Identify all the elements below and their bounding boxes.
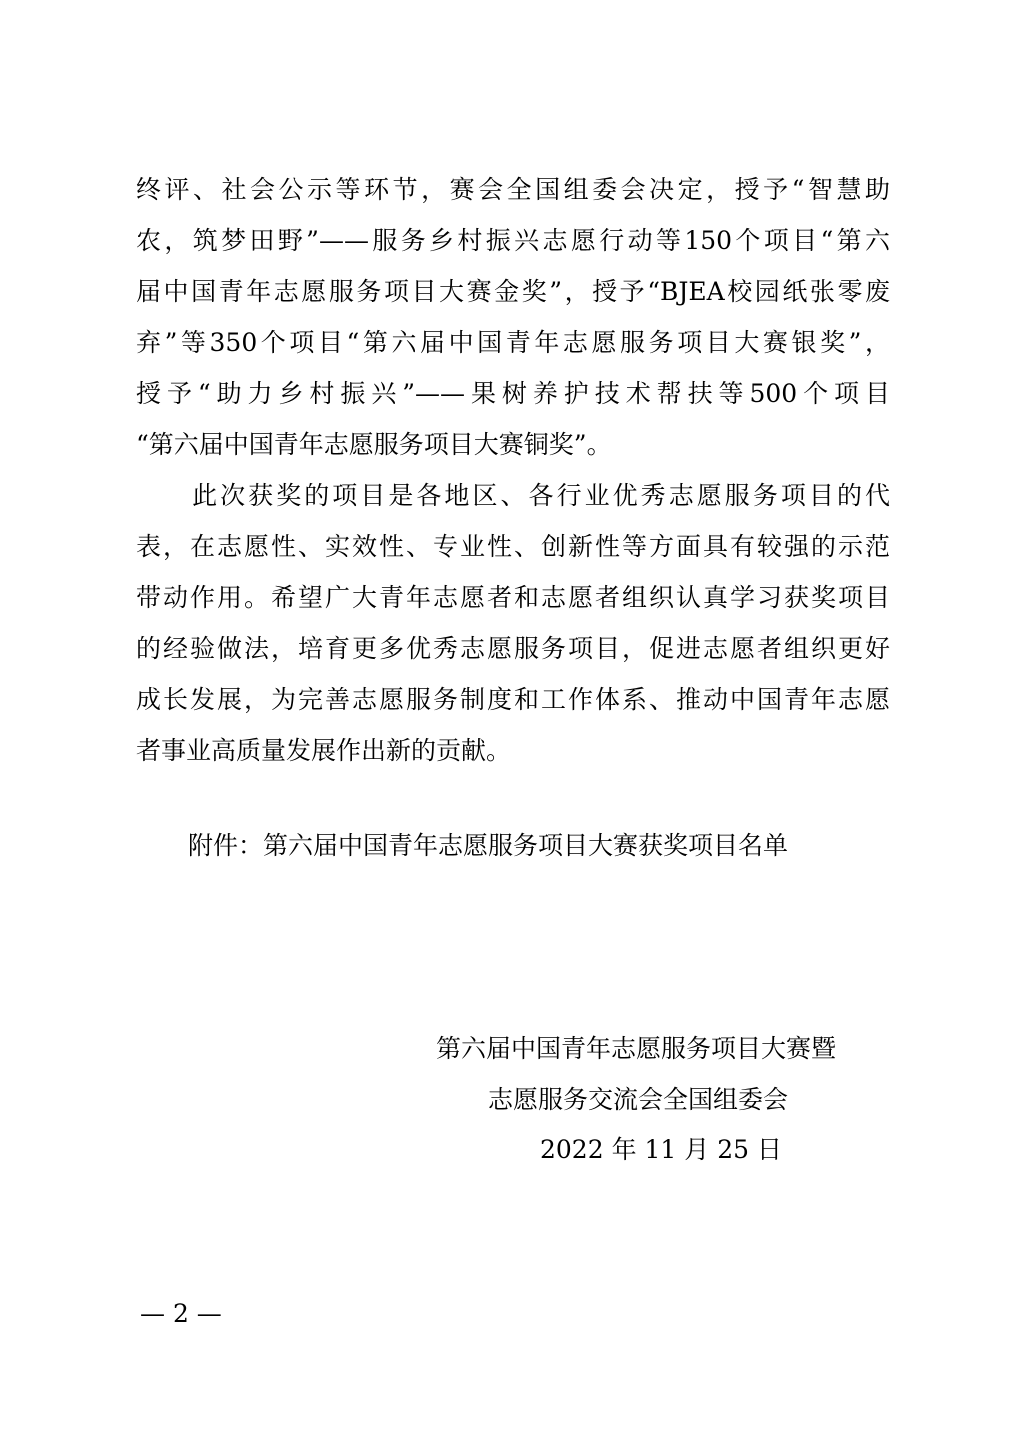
signature-date: 2022 年 11 月 25 日 <box>540 1135 782 1164</box>
paragraph-1-line-5: 授予“助力乡村振兴”——果树养护技术帮扶等500个项目 <box>136 379 890 408</box>
paragraph-2-line-2: 表，在志愿性、实效性、专业性、创新性等方面具有较强的示范 <box>136 532 890 561</box>
body-text <box>136 164 890 776</box>
paragraph-2-line-3: 带动作用。希望广大青年志愿者和志愿者组织认真学习获奖项目 <box>136 583 890 612</box>
paragraph-1-line-1: 终评、社会公示等环节，赛会全国组委会决定，授予“智慧助 <box>136 175 890 204</box>
paragraph-1-line-6: “第六届中国青年志愿服务项目大赛铜奖”。 <box>136 430 612 459</box>
paragraph-1-line-2: 农，筑梦田野”——服务乡村振兴志愿行动等150个项目“第六 <box>136 226 890 255</box>
signature-organizer-line-2: 志愿服务交流会全国组委会 <box>488 1085 789 1114</box>
paragraph-2-line-6: 者事业高质量发展作出新的贡献。 <box>136 736 512 765</box>
page-number: — 2 — <box>140 1299 222 1328</box>
paragraph-2-line-1: 此次获奖的项目是各地区、各行业优秀志愿服务项目的代 <box>136 481 890 510</box>
paragraph-1-line-4: 弃”等350个项目“第六届中国青年志愿服务项目大赛银奖”， <box>136 328 890 357</box>
signature-organizer-line-1: 第六届中国青年志愿服务项目大赛暨 <box>436 1034 837 1063</box>
attachment-note: 附件：第六届中国青年志愿服务项目大赛获奖项目名单 <box>188 831 789 860</box>
paragraph-1-line-3: 届中国青年志愿服务项目大赛金奖”，授予“BJEA校园纸张零废 <box>136 277 890 306</box>
paragraph-2-line-4: 的经验做法，培育更多优秀志愿服务项目，促进志愿者组织更好 <box>136 634 890 663</box>
paragraph-2-line-5: 成长发展，为完善志愿服务制度和工作体系、推动中国青年志愿 <box>136 685 890 714</box>
